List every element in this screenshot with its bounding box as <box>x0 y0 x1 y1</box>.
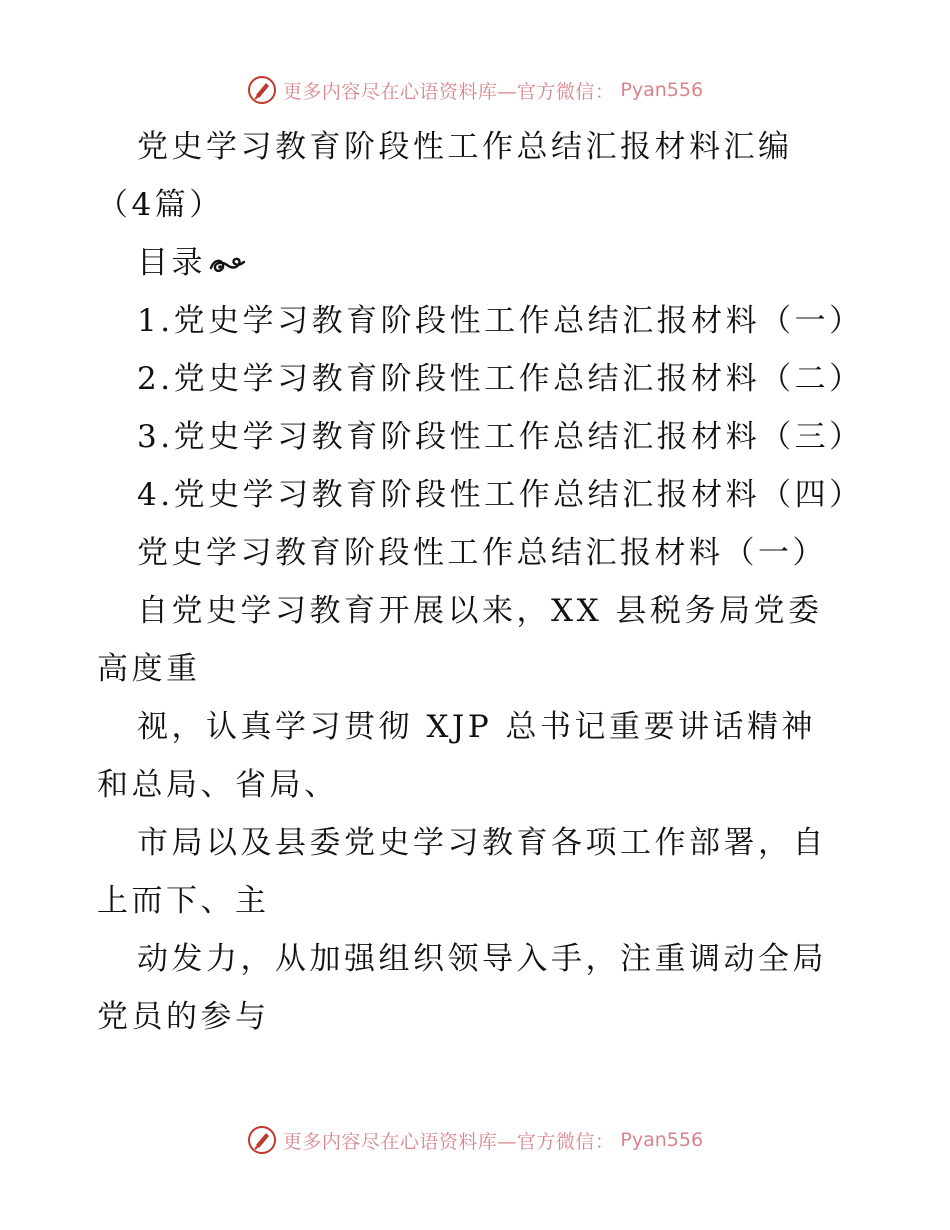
watermark-wechat-id: Pyan556 <box>620 79 704 101</box>
toc-item[interactable]: 3.党史学习教育阶段性工作总结汇报材料（三） <box>137 419 864 455</box>
watermark-footer <box>0 1122 950 1158</box>
body-paragraph: 自党史学习教育开展以来，XX 县税务局党委高度重 <box>97 593 823 687</box>
body-paragraph: 市局以及县委党史学习教育各项工作部署，自上而下、主 <box>97 825 827 919</box>
pen-logo-icon <box>247 1125 277 1155</box>
ornament-icon <box>208 251 246 277</box>
toc-item[interactable]: 4.党史学习教育阶段性工作总结汇报材料（四） <box>137 477 864 513</box>
pen-logo-icon <box>247 75 277 105</box>
watermark-text: 更多内容尽在心语资料库—官方微信： <box>282 1130 615 1153</box>
document-title: 党史学习教育阶段性工作总结汇报材料汇编（4篇） <box>97 129 793 223</box>
document-body <box>97 118 864 1046</box>
toc-item[interactable]: 1.党史学习教育阶段性工作总结汇报材料（一） <box>137 303 864 339</box>
watermark-header <box>0 72 950 108</box>
toc-heading: 目录 <box>137 245 206 281</box>
body-paragraph: 动发力，从加强组织领导入手，注重调动全局党员的参与 <box>97 941 827 1035</box>
watermark-wechat-id: Pyan556 <box>620 1129 704 1151</box>
body-paragraph: 视，认真学习贯彻 XJP 总书记重要讲话精神和总局、省局、 <box>97 709 817 803</box>
toc-heading-line <box>97 234 842 292</box>
toc-item[interactable]: 2.党史学习教育阶段性工作总结汇报材料（二） <box>137 361 864 397</box>
section-title: 党史学习教育阶段性工作总结汇报材料（一） <box>137 535 827 571</box>
watermark-text: 更多内容尽在心语资料库—官方微信： <box>282 80 615 103</box>
